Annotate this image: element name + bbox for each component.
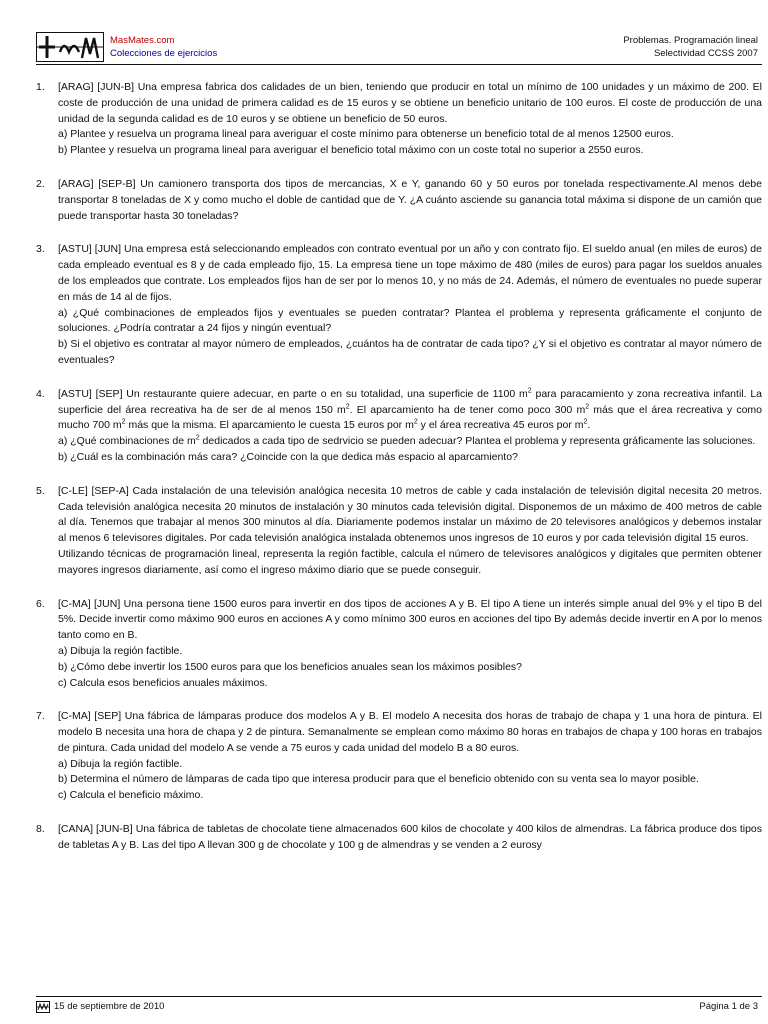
page-footer <box>36 1000 762 1016</box>
problem-part-a: a) Dibuja la región factible. <box>58 757 183 770</box>
problem-text <box>58 822 762 854</box>
text-segment: dedicados a cada tipo de sedrvicio se pueden adecuar? Plantea el problema y representa gráficamente las soluciones. <box>199 435 756 448</box>
problem-text <box>58 387 762 466</box>
page-number: Página 1 de 3 <box>699 1001 758 1012</box>
problem-part-b: b) Determina el número de lámparas de cada tipo que interesa producir para que el beneficio obtenido con su venta sea lo mayor posible. <box>58 773 699 786</box>
problem-7 <box>36 709 762 804</box>
problem-text <box>58 242 762 368</box>
problem-2 <box>36 177 762 224</box>
text-segment: . El aparcamiento ha de tener como poco 300 m <box>349 403 586 416</box>
problem-3 <box>36 242 762 368</box>
problem-question: Utilizando técnicas de programación lineal, representa la región factible, calcula el número de televisores analógicos y digitales que permiten obtener mayores ingresos diariamente, así como el ingreso máximo diario que se puede conseguir. <box>58 547 762 576</box>
document-heading <box>623 34 758 60</box>
document-title: Problemas. Programación lineal <box>623 35 758 46</box>
text-segment: . <box>587 419 591 432</box>
problem-list <box>36 80 762 872</box>
problem-part-a: a) ¿Qué combinaciones de empleados fijos y eventuales se pueden contratar? Plantea el problema y representa gráficamente el conjunto de soluciones. ¿Podría contratar a 24 fijos y ningún eventual? <box>58 306 762 335</box>
problem-statement: [C-MA] [SEP] Una fábrica de lámparas produce dos modelos A y B. El modelo A necesita dos horas de trabajo de chapa y 1 una hora de pintura. El modelo B necesita una hora de chapa y 2 de pintura. Semanalmente se emplean como máximo 80 horas en trabajos de chapa y 100 horas en trabajos de pintura. Cada unidad del modelo A se vende a 75 euros y cada unidad del modelo B a 80 euros. <box>58 710 762 754</box>
page-header <box>36 30 762 64</box>
problem-part-a <box>58 434 762 450</box>
problem-statement: [C-LE] [SEP-A] Cada instalación de una televisión analógica necesita 10 metros de cable y cada instalación de televisión digital necesita 20 metros. Cada televisión analógica necesita 20 minutos de instalación y 30 minutos cada televisión digital. Disponemos de un máximo de 400 metros de cable al día. Tenemos que trabajar al menos 300 minutos al día. Diariamente podemos instalar un máximo de 20 televisores analógicos y debemos instalar al menos 6 televisores digitales. Por cada televisión analógica instalada obtenemos unos ingresos de 10 euros y por cada televisión digital 15 euros. <box>58 484 762 545</box>
problem-text <box>58 80 762 159</box>
problem-1 <box>36 80 762 159</box>
problem-text <box>58 709 762 804</box>
problem-statement: [ASTU] [JUN] Una empresa está seleccionando empleados con contrato eventual por un año y con contrato fijo. El sueldo anual (en miles de euros) de cada empleado eventual es 8 y de cada empleado fijo, 15. La empresa tiene un tope máximo de 480 (miles de euros) para pagar los sueldos anuales de los empleados que contrate. Los empleados fijos han de ser por lo menos 10, y no más de 24. Además, el número de eventuales no puede superar en más de 14 al de fijos. <box>58 243 762 303</box>
problem-4 <box>36 387 762 466</box>
problem-statement: [CANA] [JUN-B] Una fábrica de tabletas de chocolate tiene almacenados 600 kilos de chocolate y 400 kilos de almendras. La fábrica produce dos tipos de tabletas A y B. Las del tipo A llevan 300 g de chocolate y 100 g de almendras y se venden a 2 eurosy <box>58 823 762 851</box>
text-segment: a) ¿Qué combinaciones de m <box>58 435 196 448</box>
problem-5 <box>36 484 762 579</box>
problem-part-a: a) Dibuja la región factible. <box>58 644 183 657</box>
exponent: 2 <box>585 403 590 411</box>
problem-number: 1. <box>36 81 45 93</box>
problem-part-b: b) ¿Cuál es la combinación más cara? ¿Coincide con la que dedica más espacio al aparcamiento? <box>58 450 518 463</box>
problem-text <box>58 484 762 579</box>
footer-date: 15 de septiembre de 2010 <box>54 1001 165 1012</box>
problem-number: 4. <box>36 387 45 400</box>
site-subtitle[interactable]: Colecciones de ejercicios <box>110 48 218 59</box>
problem-number: 8. <box>36 823 45 836</box>
text-segment: más que la misma. El aparcamiento le cuesta 15 euros por m <box>125 419 414 432</box>
problem-8 <box>36 822 762 854</box>
text-segment: para paracamiento y zona recreativa infantil. La superficie del área recreativa ha de ser de al menos 150 m <box>58 387 763 416</box>
problem-statement <box>58 387 762 434</box>
problem-part-c: c) Calcula el beneficio máximo. <box>58 789 204 802</box>
problem-number: 2. <box>36 177 45 190</box>
problem-6 <box>36 597 762 692</box>
problem-statement: [ARAG] [SEP-B] Un camionero transporta dos tipos de mercancias, X e Y, ganando 60 y 50 euros por tonelada respectivamente.Al menos debe transportar 8 toneladas de X y como mucho el doble de cantidad que de Y. ¿A cuánto asciende su ganancia total máxima si dispone de un camión que puede transportar hasta 30 toneladas? <box>58 177 762 222</box>
exponent: 2 <box>195 434 200 442</box>
problem-number: 5. <box>36 484 45 497</box>
document-subtitle: Selectividad CCSS 2007 <box>653 48 758 59</box>
text-segment: y el área recreativa 45 euros por m <box>417 419 584 432</box>
exponent: 2 <box>413 418 418 426</box>
problem-part-a: a) Plantee y resuelva un programa lineal para averiguar el coste mínimo para obtenerse un beneficio total de al menos 12500 euros. <box>58 128 674 141</box>
problem-statement: [C-MA] [JUN] Una persona tiene 1500 euros para invertir en dos tipos de acciones A y B. El tipo A tiene un interés simple anual del 9% y el tipo B del 5%. Decide invertir como máximo 900 euros en acciones A y como mínimo 300 euros en acciones del tipo By además decide invertir en A por lo menos tanto como en B. <box>58 597 762 642</box>
text-segment: [ASTU] [SEP] Un restaurante quiere adecuar, en parte o en su totalidad, una superficie de 1100 m <box>58 387 528 400</box>
problem-text <box>58 177 762 224</box>
masmates-small-logo-icon <box>36 1001 50 1013</box>
site-info <box>110 34 217 60</box>
problem-number: 7. <box>36 710 45 723</box>
problem-statement: [ARAG] [JUN-B] Una empresa fabrica dos calidades de un bien, teniendo que producir en total un mínimo de 100 unidades y un máximo de 200. El coste de producción de una unidad de primera calidad es de 15 euros y se obtiene un beneficio unitario de 100 euros. El coste de producción de una unidad de la segunda calidad es de 10 euros y se obtiene un beneficio de 50 euros. <box>58 81 762 125</box>
exponent: 2 <box>345 403 350 411</box>
exponent: 2 <box>583 418 588 426</box>
problem-part-c: c) Calcula esos beneficios anuales máximos. <box>58 676 268 689</box>
problem-text <box>58 597 762 692</box>
site-name[interactable]: MasMates.com <box>110 35 175 46</box>
problem-part-b: b) Plantee y resuelva un programa lineal para averiguar el beneficio total máximo con un coste total no superior a 2550 euros. <box>58 144 644 157</box>
header-divider <box>36 64 762 65</box>
text-segment: más que el área recreativa y como mucho 700 m <box>58 403 762 432</box>
problem-number: 3. <box>36 243 45 256</box>
exponent: 2 <box>121 418 126 426</box>
problem-part-b: b) Si el objetivo es contratar al mayor número de empleados, ¿cuántos ha de contratar de cada tipo? ¿Y si el objetivo es contratar al mayor número de eventuales? <box>58 338 762 366</box>
exponent: 2 <box>527 387 532 395</box>
masmates-logo-icon <box>36 32 104 62</box>
footer-divider <box>36 996 762 997</box>
problem-part-b: b) ¿Cómo debe invertir los 1500 euros para que los beneficios anuales sean los máximos posibles? <box>58 660 523 673</box>
problem-number: 6. <box>36 597 45 610</box>
